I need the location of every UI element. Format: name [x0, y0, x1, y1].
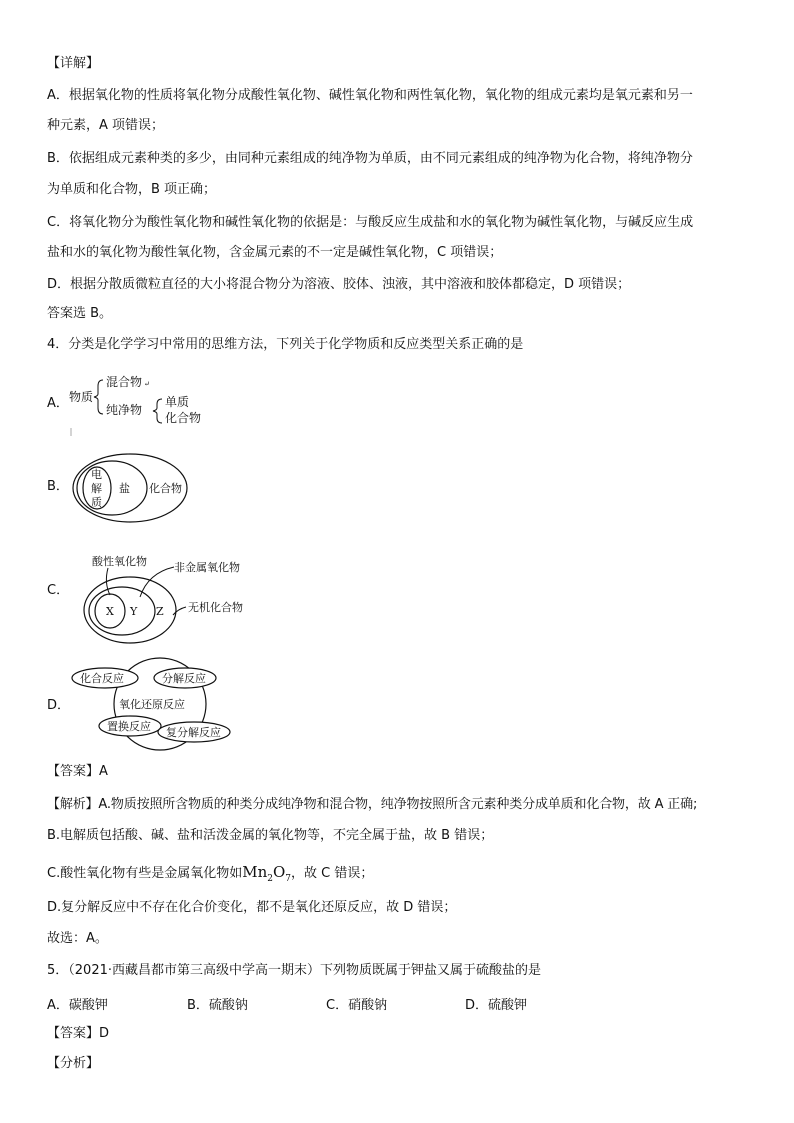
q4-analysis-1: [47, 796, 697, 814]
q5-analysis-tag: 【分析】: [47, 1056, 100, 1071]
optB-middle-ellipse: [77, 461, 147, 515]
optA-comp: 化合物: [165, 411, 202, 425]
q4-option-b-diagram: [70, 450, 200, 528]
optA-root: 物质: [69, 390, 94, 404]
optD-replace: 置换反应: [107, 720, 151, 733]
optD-redox: 氧化还原反应: [119, 698, 185, 711]
detail-line-8: 答案选 B。: [47, 306, 113, 321]
detail-line-6: 盐和水的氧化物为酸性氧化物，含金属元素的不一定是碱性氧化物，C 项错误；: [47, 245, 503, 260]
formula-mn2o7: [242, 863, 292, 884]
formula-sub-2: 7: [285, 874, 292, 884]
detail-line-7: D．根据分散质微粒直径的大小将混合物分为溶液、胶体、浊液，其中溶液和胶体都稳定，D 项错误；: [47, 277, 631, 292]
detail-line-5: C．将氧化物分为酸性氧化物和碱性氧化物的依据是：与酸反应生成盐和水的氧化物为碱性氧化物，与碱反应生成: [47, 215, 694, 230]
q4-conclusion: 故选：A。: [47, 931, 108, 946]
detail-line-2: 种元素，A 项错误；: [47, 118, 165, 133]
formula-o: O: [272, 863, 286, 881]
optD-decomp: 分解反应: [162, 672, 206, 685]
q4-option-d-diagram: [70, 655, 235, 755]
q4-answer-value: A: [99, 764, 108, 779]
q5-answer-value: D: [99, 1026, 110, 1041]
q4-option-a-label: A．: [47, 396, 69, 411]
q4-option-d-label: D．: [47, 698, 71, 713]
optC-inorganic: 无机化合物: [188, 601, 243, 614]
q4-option-c-diagram: [78, 545, 258, 650]
q4-analysis-line-4: D.复分解反应中不存在化合价变化，都不是氧化还原反应，故 D 错误；: [47, 900, 457, 915]
q4-analysis-line-3-pre: C.酸性氧化物有些是金属氧化物如: [47, 866, 243, 881]
optC-y: Y: [130, 605, 138, 618]
q4-answer: [47, 763, 108, 781]
detail-line-3: B．依据组成元素种类的多少，由同种元素组成的纯净物为单质，由不同元素组成的纯净物为化合物，将纯净物分: [47, 151, 693, 166]
optC-middle-ellipse: [89, 587, 155, 635]
optC-x: X: [106, 605, 114, 618]
q5-option-a: A．碳酸钾: [47, 998, 108, 1013]
optB-mid: 盐: [119, 482, 130, 495]
q4-option-b-label: B．: [47, 479, 69, 494]
detail-line-1: A．根据氧化物的性质将氧化物分成酸性氧化物、碱性氧化物和两性氧化物，氧化物的组成元素均是氧元素和另一: [47, 88, 693, 103]
q4-analysis-line-1: A.物质按照所含物质的种类分成纯净物和混合物，纯净物按照所含元素种类分成单质和化合物，故 A 正确;: [98, 797, 698, 812]
q5-option-c: C．硝酸钠: [326, 998, 388, 1013]
q4-analysis-line-3-post: ，故 C 错误；: [291, 866, 374, 881]
optA-mix-mark: ↵: [144, 380, 150, 388]
q4-option-a-diagram: [65, 368, 215, 440]
optC-acid: 酸性氧化物: [92, 555, 147, 568]
q5-answer: [47, 1025, 109, 1043]
optA-pure: 纯净物: [106, 403, 143, 417]
optA-brace-2: [153, 399, 162, 423]
detail-line-4: 为单质和化合物，B 项正确；: [47, 182, 217, 197]
optC-z: Z: [156, 605, 164, 618]
optA-mix: 混合物: [106, 375, 143, 389]
optA-brace-1: [94, 380, 103, 414]
q4-option-c-label: C．: [47, 583, 70, 598]
optC-nonmetal: 非金属氧化物: [174, 561, 240, 574]
formula-mn: Mn: [242, 863, 268, 881]
optC-pointer-acid: [106, 568, 110, 595]
optD-combine: 化合反应: [80, 672, 124, 685]
q5-option-d: D．硫酸钾: [465, 998, 528, 1013]
q4-analysis-tag: 【解析】: [47, 797, 99, 812]
q5-stem: 5．（2021·西藏昌都市第三高级中学高一期末）下列物质既属于钾盐又属于硫酸盐的是: [47, 963, 541, 978]
optB-inner-1: 电: [91, 468, 102, 481]
optB-outer: 化合物: [149, 482, 182, 495]
optB-inner-2: 解: [91, 482, 102, 495]
heading-detail: 【详解】: [47, 56, 100, 71]
q4-analysis-3: [47, 863, 373, 888]
optD-double: 复分解反应: [166, 726, 221, 739]
q5-answer-tag: 【答案】: [47, 1026, 100, 1041]
q4-answer-tag: 【答案】: [47, 764, 100, 779]
optB-inner-3: 质: [91, 496, 102, 509]
q4-analysis-line-2: B.电解质包括酸、碱、盐和活泼金属的氧化物等，不完全属于盐，故 B 错误；: [47, 828, 494, 843]
formula-sub-1: 2: [267, 874, 273, 884]
optA-elem: 单质: [165, 395, 190, 409]
q5-option-b: B．硫酸钠: [187, 998, 248, 1013]
optC-pointer-inorganic: [173, 607, 186, 615]
q4-stem: 4．分类是化学学习中常用的思维方法，下列关于化学物质和反应类型关系正确的是: [47, 337, 524, 352]
